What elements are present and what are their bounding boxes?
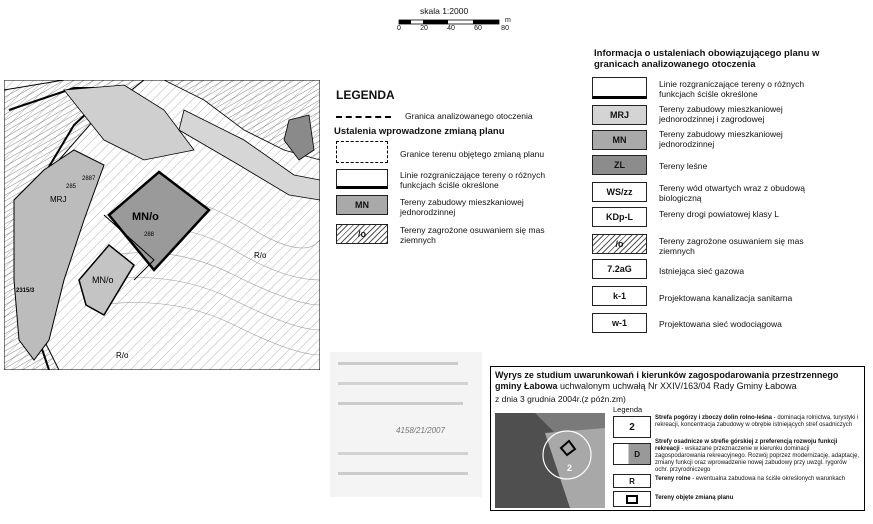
- extract-item: [655, 415, 861, 429]
- extract-swatch-change: [613, 491, 651, 507]
- stamp-area: [330, 352, 482, 497]
- scale-tick: 0: [397, 25, 401, 32]
- legend-left-item-text: Tereny zagrożone osuwaniem się mas ziemnych: [400, 225, 545, 245]
- map-label-ro-right: R/o: [254, 251, 267, 260]
- legend-right-item-text: Tereny wód otwartych wraz z obudową biologiczną: [659, 183, 805, 203]
- swatch-mn-right: MN: [592, 130, 647, 150]
- stamp-number: 4158/21/2007: [396, 426, 445, 435]
- extract-map-label: 2: [567, 463, 573, 473]
- map-label-mno-main: MN/o: [132, 211, 159, 223]
- scale-tick: 40: [447, 25, 455, 32]
- legend-left-item-text: Linie rozgraniczające tereny o różnych funkcjach ściśle określone: [400, 170, 546, 190]
- swatch-landslide-right: /o: [592, 234, 647, 254]
- swatch-ws: WS/zz: [592, 182, 647, 202]
- extract-item-title: Strefy osadnicze w strefie górskiej z preferencją rozwoju funkcji rekreacji: [655, 439, 838, 452]
- legend-right-item-text: Linie rozgraniczające tereny o różnych funkcjach ściśle określone: [659, 79, 805, 99]
- extract-date: z dnia 3 grudnia 2004r.(z późn.zm): [495, 394, 626, 404]
- scale-label: skala 1:2000: [420, 6, 469, 16]
- swatch-mn: MN: [336, 195, 388, 215]
- map-label-2887: 2887: [82, 176, 96, 182]
- legend-left-title: LEGENDA: [336, 88, 395, 102]
- extract-title-bold: Wyrys ze studium uwarunkowań i kierunków zagospodarowania przestrzennego gminy Łabowa: [495, 370, 839, 391]
- extract-swatch-r: R: [613, 474, 651, 488]
- legend-right-item-text: Projektowana sieć wodociągowa: [659, 319, 782, 329]
- scale-tick: 60: [474, 25, 482, 32]
- extract-title-rest: uchwalonym uchwałą Nr XXIV/163/04 Rady Gminy Łabowa: [557, 381, 797, 391]
- legend-right-item-text: Tereny zabudowy mieszkaniowej jednorodzinnej: [659, 129, 783, 149]
- legend-right-item-text: Projektowana kanalizacja sanitarna: [659, 293, 793, 303]
- boundary-line-symbol: [336, 116, 391, 118]
- legend-right-item-text: Tereny leśne: [659, 161, 708, 171]
- legend-right-item-text: Istniejąca sieć gazowa: [659, 266, 745, 276]
- map-label-mno-lower: MN/o: [92, 275, 114, 285]
- swatch-boundary-change: [336, 141, 388, 163]
- extract-map: [495, 413, 605, 508]
- map-label-ro-bottom: R/o: [116, 351, 129, 360]
- extract-item: [655, 476, 861, 483]
- extract-swatch-2: 2: [613, 416, 651, 438]
- extract-item-text: - ewentualna zabudowa na ściśle określonych warunkach: [690, 476, 845, 482]
- map-label-2315: 2315/3: [16, 288, 35, 294]
- legend-left-item-text: Tereny zabudowy mieszkaniowej jednorodzinnej: [400, 197, 524, 217]
- extract-swatch-d: D: [613, 443, 651, 465]
- boundary-label: Granica analizowanego otoczenia: [405, 111, 533, 121]
- extract-legend-label: Legenda: [613, 405, 643, 414]
- swatch-water: w-1: [592, 313, 647, 333]
- swatch-lines-right: [592, 77, 647, 99]
- swatch-sewer: k-1: [592, 286, 647, 306]
- legend-right-item-text: Tereny drogi powiatowej klasy L: [659, 209, 780, 219]
- extract-frame: [490, 366, 865, 511]
- extract-item-text: - wskazane przeznaczenie w kierunku dominacji zagospodarowania rekreacyjnego. Rozwój poprzez modernizację, adaptację, zmiany funkcji oraz wprowadzenie nowej zabudowy przy uwzgl. rygorów ochr. przyrodniczego: [655, 446, 860, 473]
- scale-ticks: [397, 25, 509, 32]
- scale-unit: m: [505, 17, 511, 24]
- legend-left-item-text: Granice terenu objętego zmianą planu: [400, 149, 545, 159]
- planning-map: [4, 80, 320, 370]
- swatch-lines: [336, 169, 388, 189]
- extract-item-title: Tereny objęte zmianą planu: [655, 495, 734, 501]
- legend-right-item-text: Tereny zagrożone osuwaniem się mas ziemnych: [659, 236, 804, 256]
- swatch-zl: ZL: [592, 155, 647, 175]
- extract-item-title: Tereny rolne: [655, 476, 691, 482]
- extract-item-title: Strefa pogórzy i zboczy dolin rolno-leśna: [655, 415, 773, 421]
- swatch-landslide: /o: [336, 224, 388, 244]
- map-label-parcel-288: 288: [144, 232, 155, 238]
- extract-item-text: - dominacja rolnictwa, turystyki i rekreacji, koncentracja zabudowy w obrębie istniejących stref osadniczych: [655, 415, 859, 428]
- map-label-mrj: MRJ: [50, 195, 67, 204]
- legend-right-item-text: Tereny zabudowy mieszkaniowej jednorodzinnej i zagrodowej: [659, 104, 783, 124]
- legend-left-subtitle: Ustalenia wprowadzone zmianą planu: [334, 126, 505, 137]
- scale-tick: 80: [501, 25, 509, 32]
- map-label-285: 285: [66, 184, 77, 190]
- swatch-kdp: KDp-L: [592, 207, 647, 227]
- extract-title: [495, 370, 861, 392]
- scale-tick: 20: [420, 25, 428, 32]
- extract-item: [655, 439, 861, 474]
- swatch-mrj: MRJ: [592, 105, 647, 125]
- swatch-gas: 7.2aG: [592, 259, 647, 279]
- legend-right-title: Informacja o ustaleniach obowiązującego planu w granicach analizowanego otoczenia: [594, 48, 820, 70]
